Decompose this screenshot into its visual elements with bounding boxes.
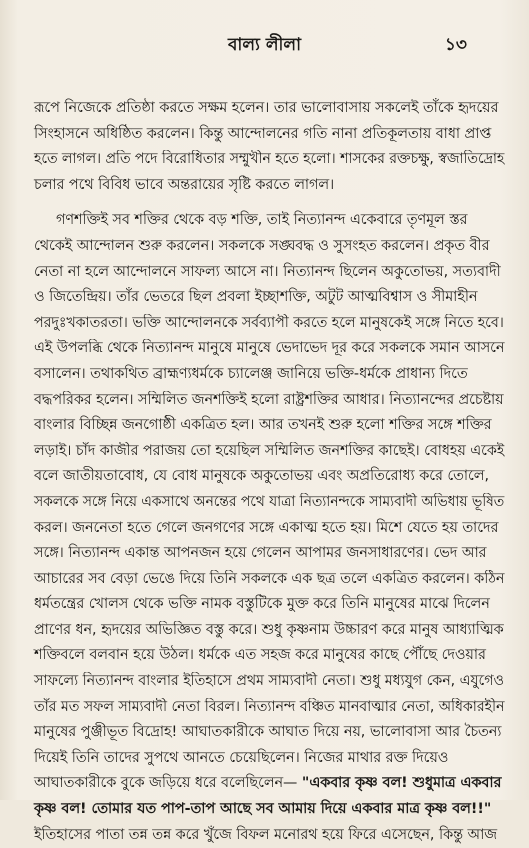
text-line — [34, 771, 504, 797]
paragraph — [34, 96, 504, 198]
body-text — [34, 96, 504, 848]
page-number: ১৩ — [444, 35, 467, 55]
text-line: দিয়েই তিনি তাদের সুপথে আনতে চেয়েছিলেন। নিজের মাথার রক্ত দিয়েও — [34, 749, 449, 766]
text-line: বাংলার বিচ্ছিন্ন জনগোষ্ঠী একত্রিত হল। আর তখনই শুরু হলো শক্তির সঙ্গে শক্তির — [34, 417, 492, 434]
quote-line: কৃষ্ণ বল! তোমার যত পাপ-তাপ আছে সব আমায় দিয়ে একবার মাত্র কৃষ্ণ বল!!" — [34, 801, 492, 818]
text-line: পরদুঃখকাতরতা। ভক্তি আন্দোলনকে সর্বব্যাপী করতে হলে মানুষকেই সঙ্গে নিতে হবে। — [34, 314, 504, 331]
text-line: প্রাণের ধন, হৃদয়ের অভিজ্ঞিত বস্তু করে। শুধু কৃষ্ণনাম উচ্চারণ করে মানুষ আধ্যাত্মিক — [34, 621, 504, 638]
text-line: হতে লাগল। প্রতি পদে বিরোধিতার সম্মুখীন হতে হলো। শাসকের রক্তচক্ষু, স্বজাতিদ্রোহ — [34, 151, 505, 168]
paragraph — [34, 208, 504, 848]
text-line: ও জিতেন্দ্রিয়। তাঁর ভেতরে ছিল প্রবলা ইচ্ছাশক্তি, অটুট আত্মবিশ্বাস ও সীমাহীন — [34, 289, 478, 306]
text-line: সাফল্যে নিত্যানন্দ বাংলার ইতিহাসে প্রথম সাম্যবাদী নেতা। শুধু মধ্যযুগ কেন, এযুগেও — [34, 673, 504, 690]
chapter-title: বাল্য লীলা — [227, 35, 302, 55]
text-line: করল। জননেতা হতে গেলে জনগণের সঙ্গে একাত্ম হতে হয়। মিশে যেতে হয় তাদের — [34, 519, 499, 536]
text-line: রূপে নিজেকে প্রতিষ্ঠা করতে সক্ষম হলেন। তার ভালোবাসায় সকলেই তাঁকে হৃদয়ের — [34, 100, 499, 116]
text-line: বসালেন। তথাকথিত ব্রাহ্মণ্যধর্মকে চ্যালেঞ্জ জানিয়ে ভক্তি-ধর্মকে প্রাধান্য দিতে — [34, 365, 468, 382]
text-line: ধর্মতন্ত্রের খোলস থেকে ভক্তি নামক বস্তুটিকে মুক্ত করে তিনি মানুষের মাঝে দিলেন — [34, 596, 490, 613]
text-line: নেতা না হলে আন্দোলনে সাফল্য আসে না। নিত্যানন্দ ছিলেন অকুতোভয়, সত্যবাদী — [34, 263, 501, 280]
text-line: লড়াই। চাঁদ কাজীর পরাজয় তো হয়েছিল সম্মিলিত জনশক্তির কাছেই। বোধহয় একেই — [34, 442, 505, 459]
text-line: আচারের সব বেড়া ভেঙে দিয়ে তিনি সকলকে এক ছত্র তলে একত্রিত করলেন। কঠিন — [34, 570, 505, 587]
text-line: সকলকে সঙ্গে নিয়ে একসাথে অনন্তের পথে যাত্রা নিত্যানন্দকে সাম্যবাদী অভিধায় ভূষিত — [34, 493, 505, 510]
running-header — [0, 30, 529, 54]
text-line: মানুষের পুঞ্জীভূত বিদ্রোহ! আঘাতকারীকে আঘাত দিয়ে নয়, ভালোবাসা আর চৈতন্য — [34, 724, 502, 741]
text-line: সিংহাসনে অধিষ্ঠিত করলেন। কিন্তু আন্দোলনের গতি নানা প্রতিকূলতায় বাধা প্রাপ্ত — [34, 125, 492, 142]
quote-text: "একবার কৃষ্ণ বল! শুধুমাত্র একবার — [301, 775, 502, 792]
text-line: চলার পথে বিবিধ ভাবে অন্তরায়ের সৃষ্টি করতে লাগল। — [34, 176, 335, 193]
text-line: তাঁর মত সফল সাম্যবাদী নেতা বিরল। নিত্যানন্দ বঞ্চিত মানবাত্মার নেতা, অধিকারহীন — [34, 698, 505, 715]
text-line: সঙ্গে। নিত্যানন্দ একান্ত আপনজন হয়ে গেলেন আপামর জনসাধারণের। ভেদ আর — [34, 545, 487, 562]
text-line: থেকেই আন্দোলন শুরু করলেন। সকলকে সঙ্ঘবদ্ধ ও সুসংহত করলেন। প্রকৃত বীর — [34, 237, 490, 254]
text-line: শক্তিবলে বলবান হয়ে উঠল। ধর্মকে এত সহজ করে মানুষের কাছে পৌঁছে দেওয়ার — [34, 647, 486, 664]
text-line: বলে জাতীয়তাবোধ, যে বোধ মানুষকে অকুতোভয় এবং অপ্রতিরোধ্য করে তোলে, — [34, 468, 489, 485]
text-line-content: আঘাতকারীকে বুকে জড়িয়ে ধরে বলেছিলেন— — [34, 775, 298, 792]
text-line: বদ্ধপরিকর হলেন। সম্মিলিত জনশক্তিই হলো রাষ্ট্রশক্তির আধার। নিত্যানন্দের প্রচেষ্টায় — [34, 391, 504, 408]
text-line: এই উপলব্ধি থেকে নিত্যানন্দ মানুষে মানুষে ভেদাভেদ দূর করে সকলকে সমান আসনে — [34, 340, 505, 357]
text-line: ইতিহাসের পাতা তন্ন তন্ন করে খুঁজে বিফল মনোরথ হয়ে ফিরে এসেছেন, কিন্তু আজ — [34, 826, 497, 843]
text-line — [34, 208, 504, 234]
text-line-content: গণশক্তিই সব শক্তির থেকে বড় শক্তি, তাই নিত্যানন্দ একেবারে তৃণমূল স্তর — [56, 212, 468, 229]
